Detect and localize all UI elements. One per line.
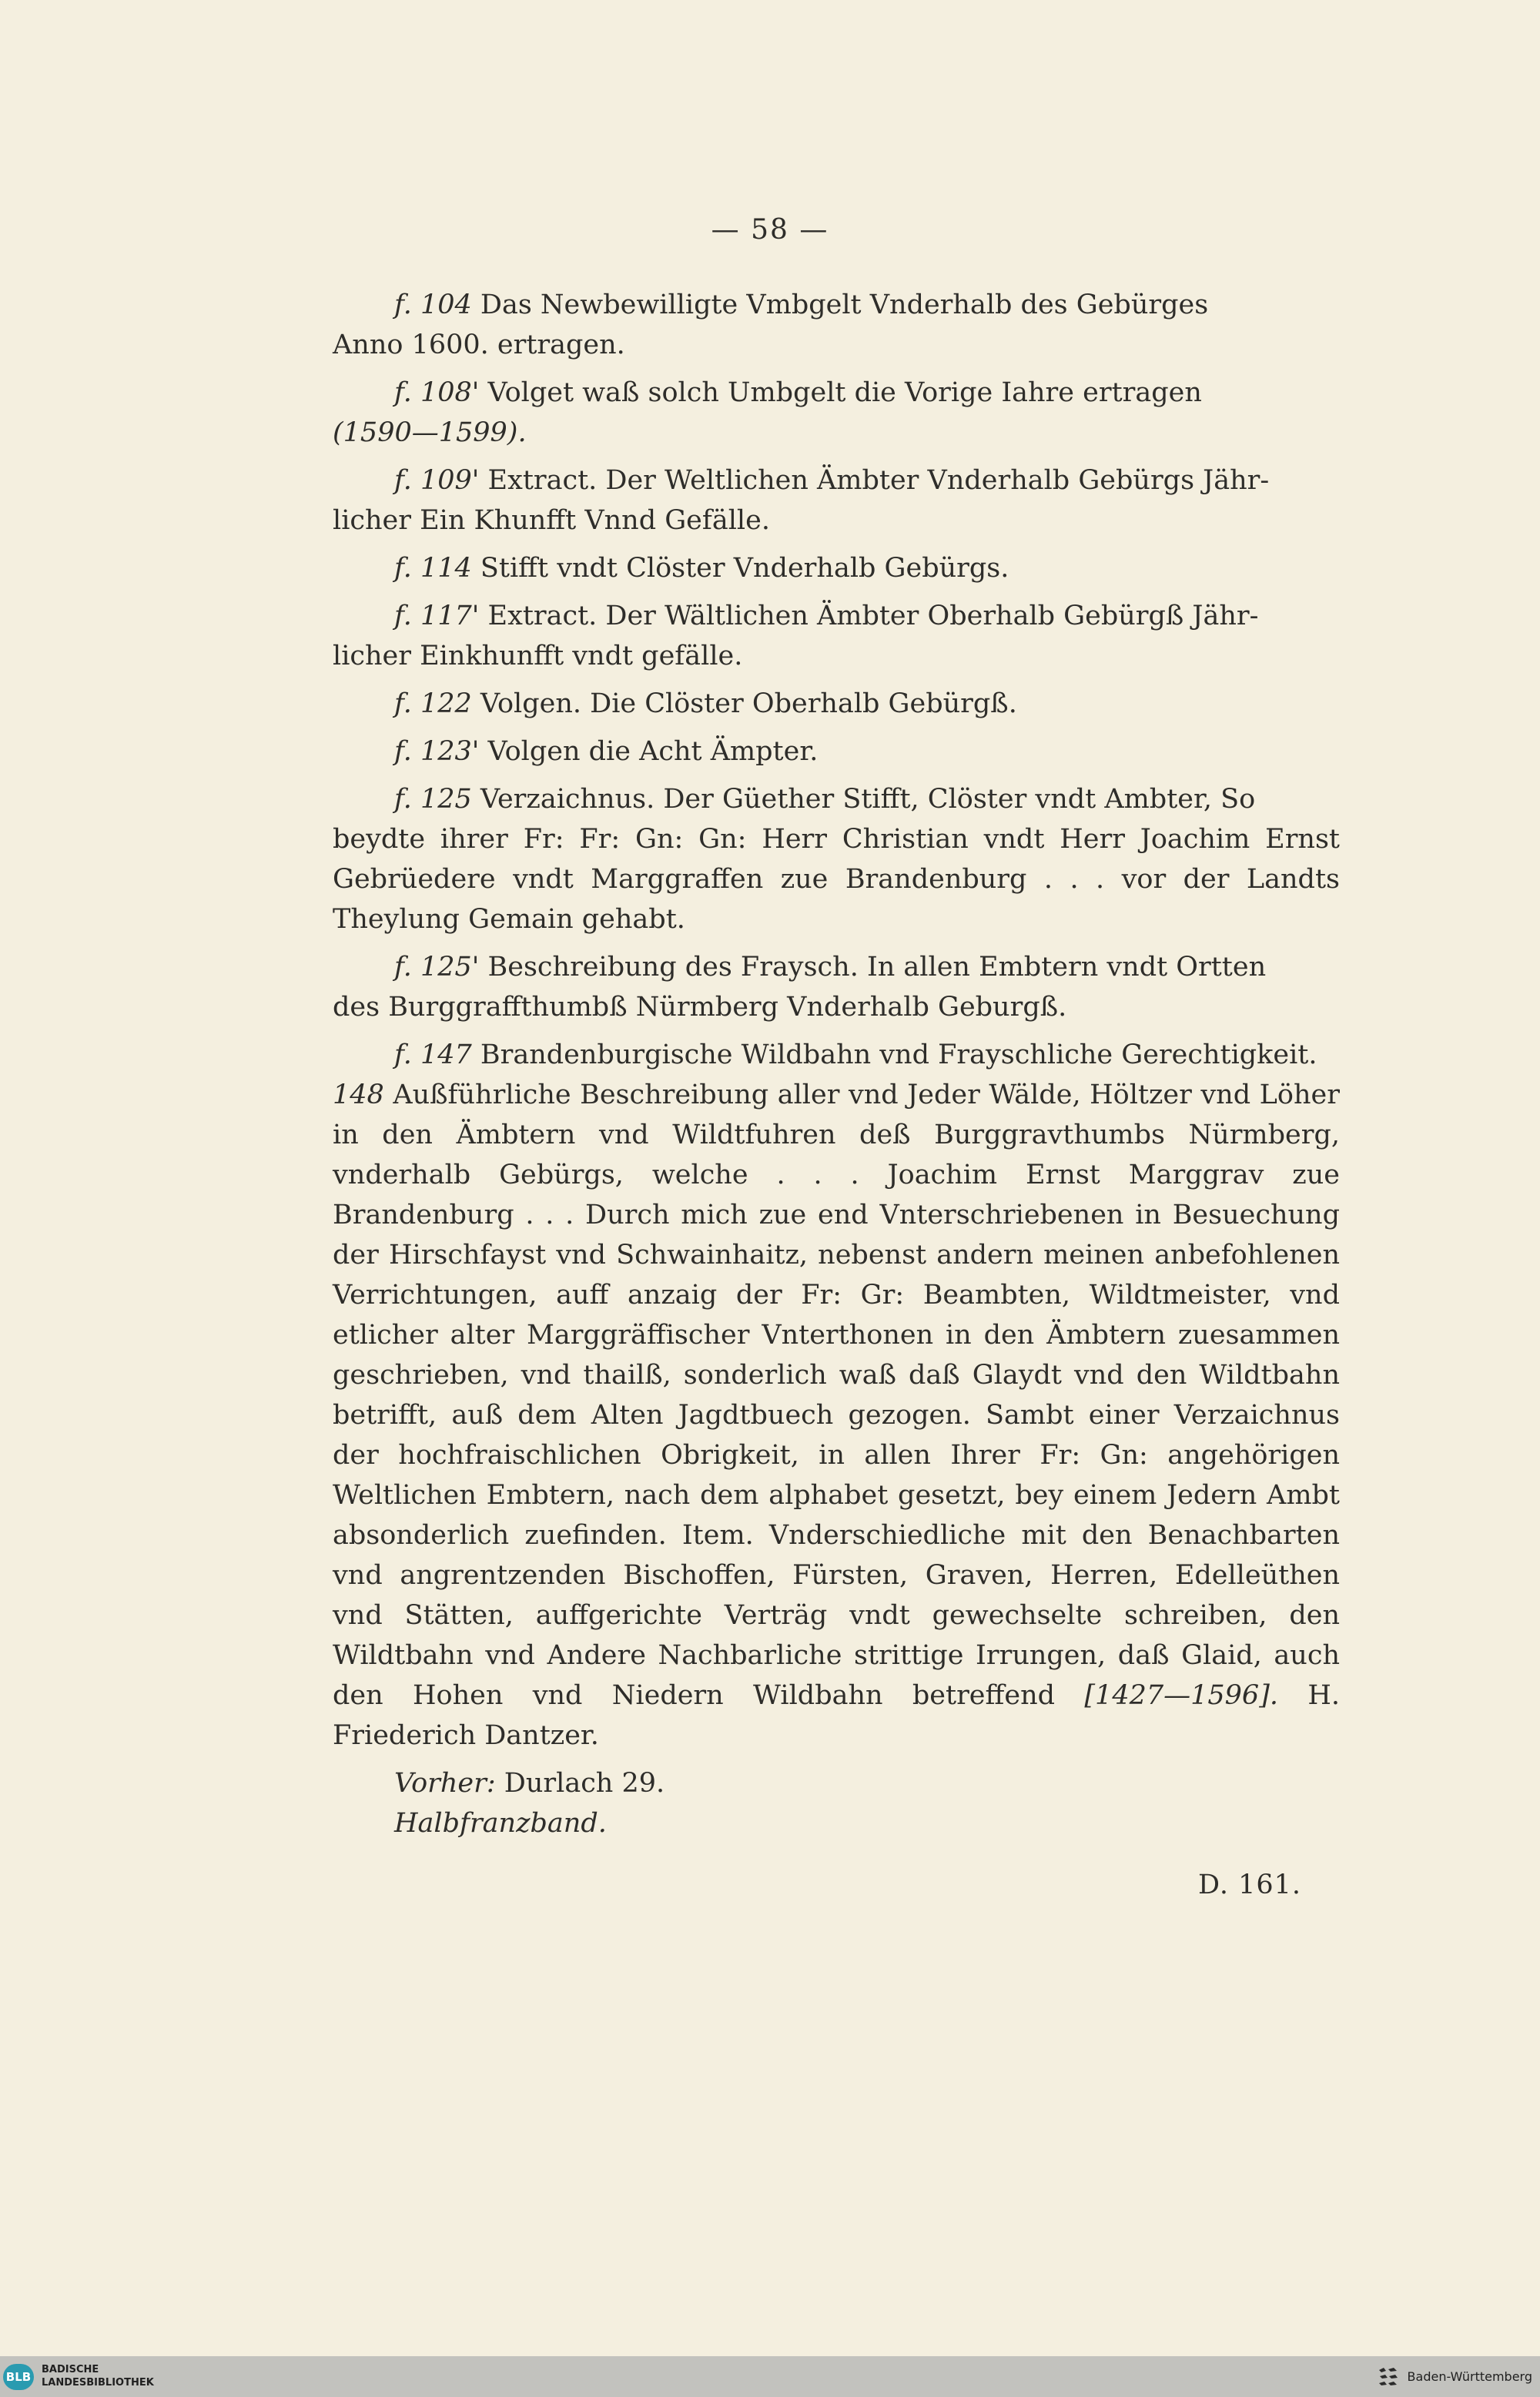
folio-ref-2: 148 [333,1080,384,1110]
date-range: (1590—1599). [333,417,527,448]
folio-ref: f. 117' [394,601,480,631]
catalog-entry [333,684,1340,724]
entry-first-line: Beschreibung des Fraysch. In allen Embtern vndt Ortten [487,952,1267,983]
entry-continuation: licher Ein Khunfft Vnnd Gefälle. [333,505,770,536]
catalog-entry [333,947,1340,1027]
catalog-entry [333,548,1340,588]
footer-bar [0,2356,1540,2397]
folio-ref: f. 108' [394,377,480,408]
entry-first-line: Extract. Der Weltlichen Ämbter Vnderhalb Gebürgs Jähr- [487,465,1270,496]
entry-continuation: Anno 1600. ertragen. [333,330,625,360]
catalog-entry [333,285,1340,365]
entry-first-line: Extract. Der Wältlichen Ämbter Oberhalb Gebürgß Jähr- [487,601,1259,631]
entry-first-line: Verzaichnus. Der Güether Stifft, Clöster vndt Ambter, So [480,784,1256,815]
provenance-value: Durlach 29. [504,1768,665,1799]
folio-ref: f. 125 [394,784,472,815]
entry-first-line: Volgen. Die Clöster Oberhalb Gebürgß. [480,688,1017,719]
provenance-label: Vorher: [394,1768,496,1799]
folio-ref: f. 104 [394,290,472,320]
blb-logo-icon[interactable]: BLB [3,2364,34,2390]
folio-ref: f. 114 [394,553,472,584]
provenance-note [333,1763,1340,1803]
catalog-entry [333,779,1340,939]
catalog-entry [333,596,1340,676]
entry-first-line: Volgen die Acht Ämpter. [487,736,819,767]
entry-first-line: Volget waß solch Umbgelt die Vorige Iahre ertragen [487,377,1202,408]
author: H. Friederich Dantzer. [333,1680,1340,1751]
next-signature: D. 161. [1198,1870,1301,1900]
entry-first-line: Stifft vndt Clöster Vnderhalb Gebürgs. [480,553,1009,584]
entry-first-line: Brandenburgische Wildbahn vnd Frayschliche Gerechtigkeit. [480,1039,1317,1070]
folio-ref: f. 125' [394,952,480,983]
library-name: BADISCHE LANDESBIBLIOTHEK [42,2364,154,2389]
catalog-text [333,285,1340,1843]
catalog-entry [333,373,1340,453]
entry-continuation: licher Einkhunfft vndt gefälle. [333,641,743,671]
folio-ref: f. 122 [394,688,472,719]
entry-continuation: beydte ihrer Fr: Fr: Gn: Gn: Herr Christian vndt Herr Joachim Ernst Gebrüedere vndt Marggraffen zue Brandenburg . . . vor der Landts Theylung Gemain gehabt. [333,824,1340,935]
entry-list [333,285,1340,1027]
entry-first-line: Das Newbewilligte Vmbgelt Vnderhalb des Gebürges [480,290,1209,320]
catalog-entry [333,731,1340,772]
entry-body: Außführliche Beschreibung aller vnd Jeder Wälde, Höltzer vnd Löher in den Ämbtern vnd Wildtfuhren deß Burggravthumbs Nürmberg, vnderhalb Gebürgs, welche . . . Joachim Ernst Marggrav zue Brandenburg . . . Durch mich zue end Vnterschriebenen in Besuechung der Hirschfayst vnd Schwainhaitz, nebenst andern meinen anbefohlenen Verrichtungen, auff anzaig der Fr: Gr: Beambten, Wildtmeister, vnd etlicher alter Marggräffischer Vnterthonen in den Ämbtern zuesammen geschrieben, vnd thailß, sonderlich waß daß Glaydt vnd den Wildtbahn betrifft, auß dem Alten Jagdtbuech gezogen. Sambt einer Verzaichnus der hochfraischlichen Obrigkeit, in allen Ihrer Fr: Gn: angehörigen Weltlichen Embtern, nach dem alphabet gesetzt, bey einem Jedern Ambt absonderlich zuefinden. Item. Vnderschiedliche mit den Benachbarten vnd angrentzenden Bischoffen, Fürsten, Graven, Herren, Edelleüthen vnd Stätten, auffgerichte Verträg vndt gewechselte schreiben, den Wildtbahn vnd Andere Nachbarliche strittige Irrungen, daß Glaid, auch den Hohen vnd Niedern Wildbahn betreffend [333,1080,1340,1711]
state-name[interactable]: Baden-Württemberg [1407,2369,1532,2384]
folio-ref: f. 109' [394,465,480,496]
catalog-entry [333,460,1340,541]
binding-note: Halbfranzband. [394,1808,607,1839]
state-emblem-icon [1377,2365,1400,2389]
date-range: [1427—1596]. [1084,1680,1278,1711]
long-entry [333,1035,1340,1756]
folio-ref: f. 147 [394,1039,472,1070]
folio-ref: f. 123' [394,736,480,767]
page-number: — 58 — [711,214,829,246]
entry-continuation: des Burggraffthumbß Nürmberg Vnderhalb Geburgß. [333,992,1067,1023]
